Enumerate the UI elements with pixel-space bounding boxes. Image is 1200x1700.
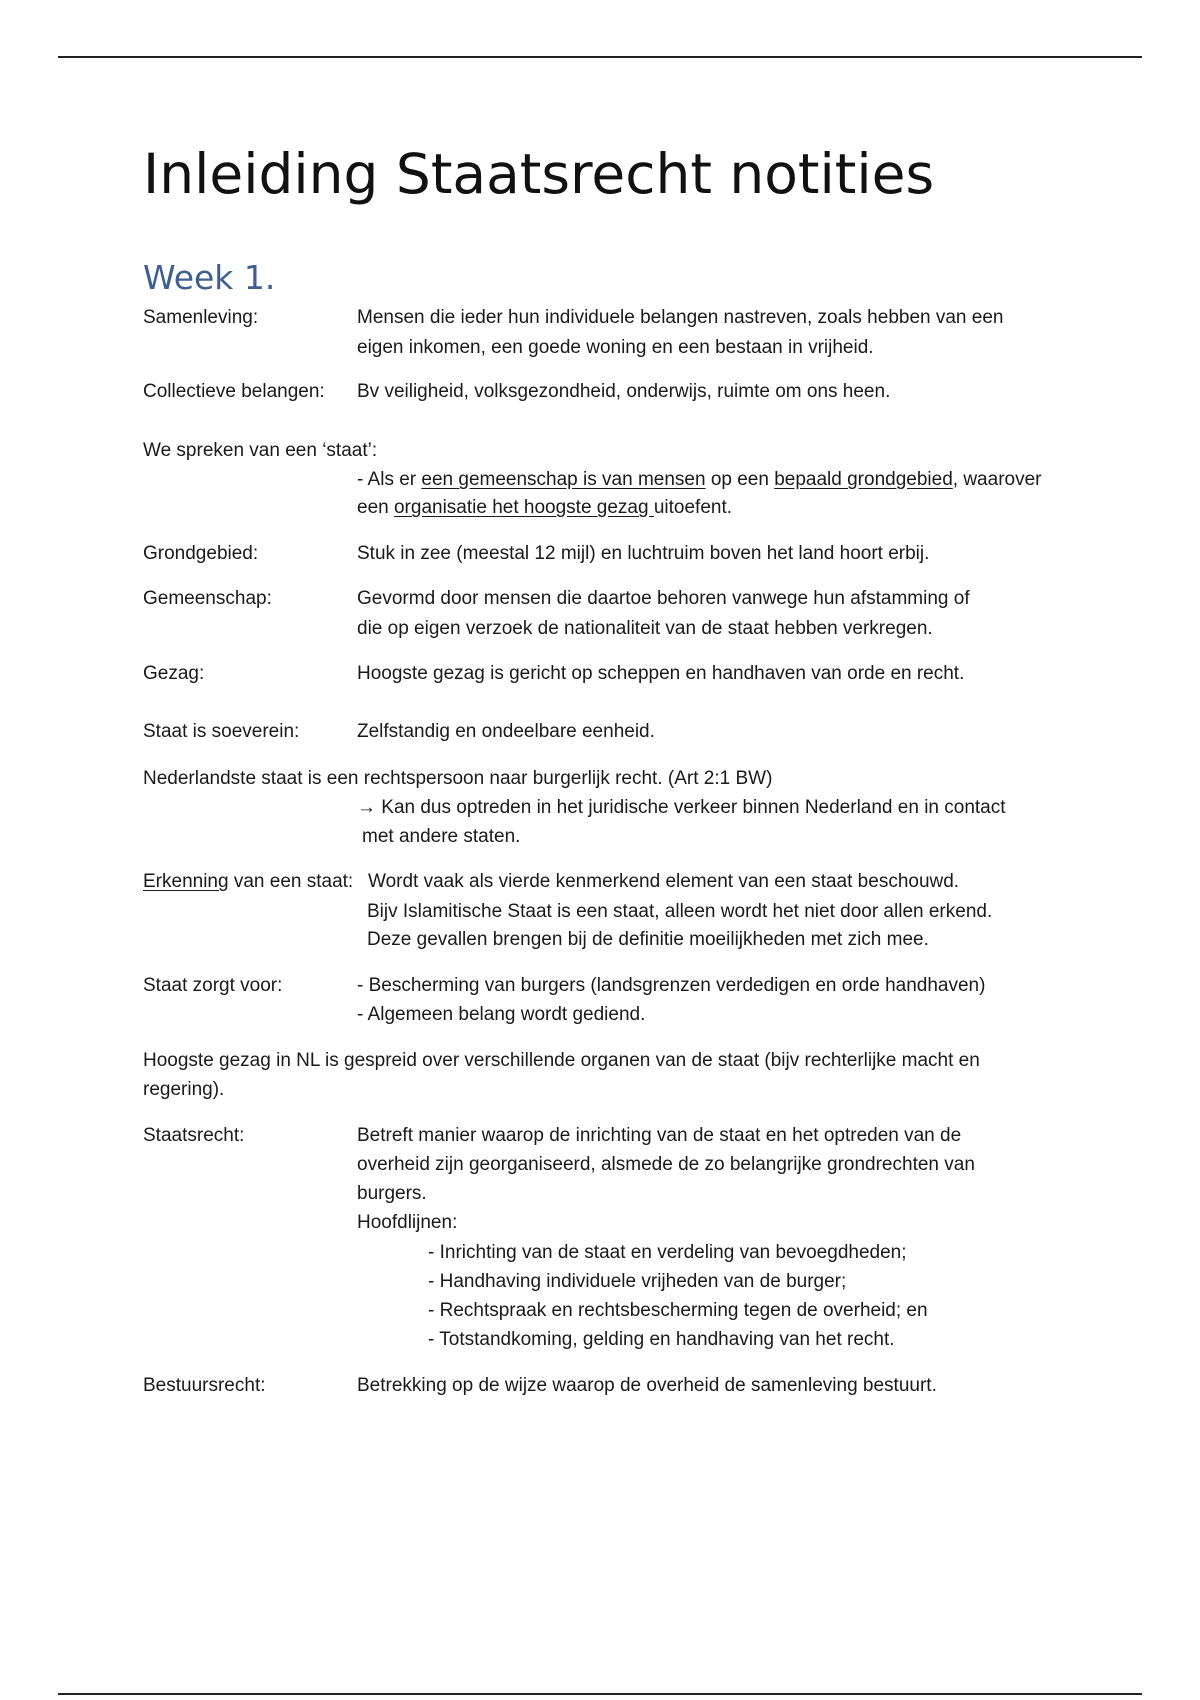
collectieve-text: Bv veiligheid, volksgezondheid, onderwijs, ruimte om ons heen. [357, 381, 891, 402]
bottom-rule [58, 1693, 1142, 1695]
samenleving-line-1: Mensen die ieder hun individuele belangen nastreven, zoals hebben van een [357, 307, 1004, 328]
staatsrecht-line-1: Betreft manier waarop de inrichting van de staat en het optreden van de [357, 1125, 962, 1146]
soeverein-text: Zelfstandig en ondeelbare eenheid. [357, 721, 655, 742]
hoofdlijn-item: - Handhaving individuele vrijheden van de burger; [428, 1271, 847, 1292]
soeverein-label: Staat is soeverein: [143, 721, 300, 742]
staat-definition-line-2: een organisatie het hoogste gezag uitoefent. [357, 497, 733, 518]
staatsrecht-label: Staatsrecht: [143, 1125, 245, 1146]
samenleving-label: Samenleving: [143, 307, 259, 328]
hoofdlijn-item: - Inrichting van de staat en verdeling van bevoegdheden; [428, 1242, 907, 1263]
hoofdlijnen-label: Hoofdlijnen: [357, 1212, 458, 1233]
gemeenschap-line-1: Gevormd door mensen die daartoe behoren vanwege hun afstamming of [357, 588, 970, 609]
collectieve-label: Collectieve belangen: [143, 381, 325, 402]
gezag-text: Hoogste gezag is gericht op scheppen en handhaven van orde en recht. [357, 663, 965, 684]
erkenning-line-2: Bijv Islamitische Staat is een staat, alleen wordt het niet door allen erkend. [367, 901, 993, 922]
week-heading: Week 1. [143, 258, 276, 297]
rechtspersoon-line-1: Nederlandste staat is een rechtspersoon naar burgerlijk recht. (Art 2:1 BW) [143, 768, 773, 789]
bestuursrecht-label: Bestuursrecht: [143, 1375, 266, 1396]
samenleving-line-2: eigen inkomen, een goede woning en een bestaan in vrijheid. [357, 337, 874, 358]
zorgt-voor-item-2: - Algemeen belang wordt gediend. [357, 1004, 646, 1025]
grondgebied-label: Grondgebied: [143, 543, 259, 564]
staat-intro: We spreken van een ‘staat’: [143, 440, 378, 461]
top-rule [58, 56, 1142, 58]
hoogste-gezag-nl-line-2: regering). [143, 1079, 225, 1100]
staatsrecht-line-2: overheid zijn georganiseerd, alsmede de zo belangrijke grondrechten van [357, 1154, 975, 1175]
zorgt-voor-item-1: - Bescherming van burgers (landsgrenzen verdedigen en orde handhaven) [357, 975, 986, 996]
erkenning-line-1: Wordt vaak als vierde kenmerkend element van een staat beschouwd. [368, 871, 960, 892]
hoogste-gezag-nl-line-1: Hoogste gezag in NL is gespreid over verschillende organen van de staat (bijv rechterlijke macht en [143, 1050, 980, 1071]
gemeenschap-label: Gemeenschap: [143, 588, 272, 609]
staat-definition-line-1: - Als er een gemeenschap is van mensen op een bepaald grondgebied, waarover [357, 469, 1042, 490]
rechtspersoon-line-3: met andere staten. [362, 826, 521, 847]
hoofdlijn-item: - Totstandkoming, gelding en handhaving van het recht. [428, 1329, 895, 1350]
erkenning-label: Erkenning van een staat: [143, 871, 354, 892]
gemeenschap-line-2: die op eigen verzoek de nationaliteit van de staat hebben verkregen. [357, 618, 933, 639]
hoofdlijn-item: - Rechtspraak en rechtsbescherming tegen de overheid; en [428, 1300, 928, 1321]
grondgebied-text: Stuk in zee (meestal 12 mijl) en luchtruim boven het land hoort erbij. [357, 543, 930, 564]
zorgt-voor-label: Staat zorgt voor: [143, 975, 283, 996]
rechtspersoon-line-2: → Kan dus optreden in het juridische verkeer binnen Nederland en in contact [357, 797, 1006, 818]
bestuursrecht-text: Betrekking op de wijze waarop de overheid de samenleving bestuurt. [357, 1375, 937, 1396]
erkenning-line-3: Deze gevallen brengen bij de definitie moeilijkheden met zich mee. [367, 929, 929, 950]
document-title: Inleiding Staatsrecht notities [143, 142, 935, 206]
gezag-label: Gezag: [143, 663, 205, 684]
staatsrecht-line-3: burgers. [357, 1183, 427, 1204]
